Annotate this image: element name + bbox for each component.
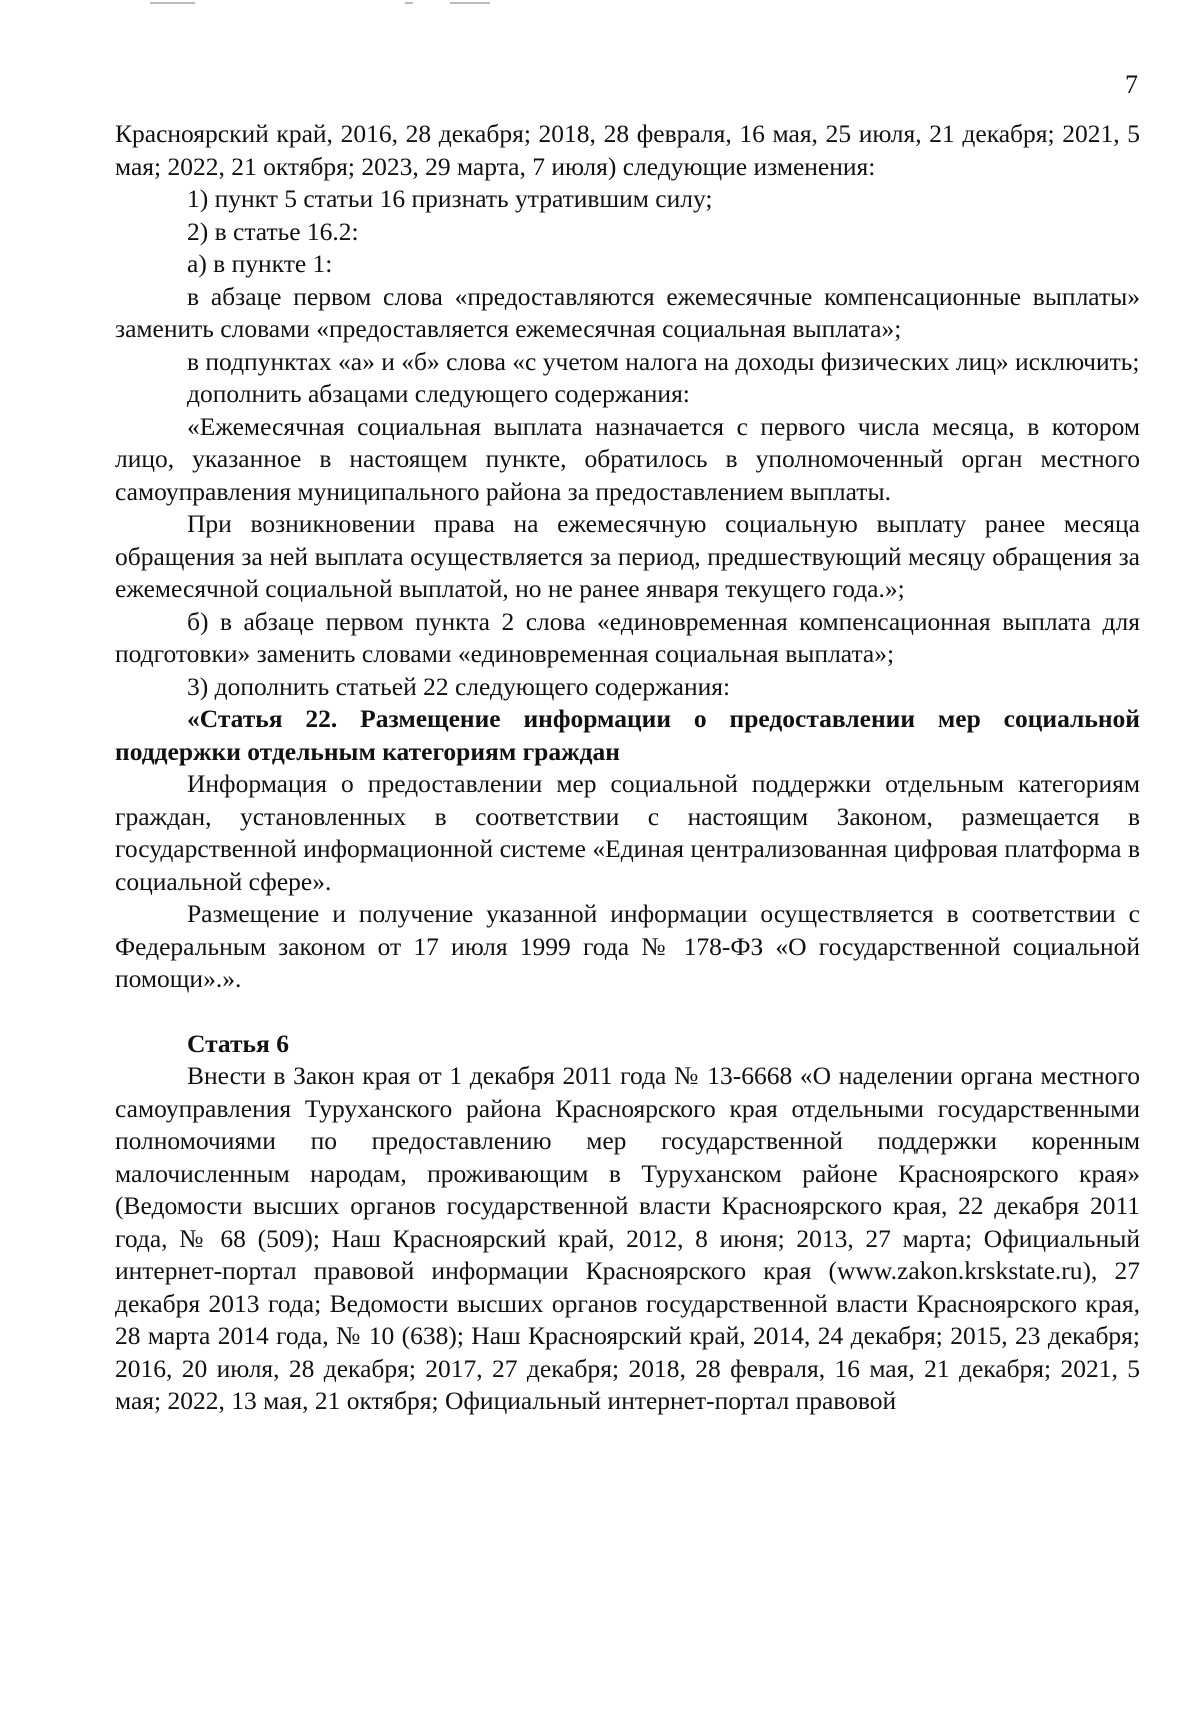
scan-artifacts — [150, 0, 550, 6]
body-paragraph: Красноярский край, 2016, 28 декабря; 2018, 28 февраля, 16 мая, 25 июля, 21 декабря; 2021, 5 мая; 2022, 21 октября; 2023, 29 марта, 7 июля) следующие изменения: — [115, 119, 1140, 181]
body-paragraph: Внести в Закон края от 1 декабря 2011 года № 13-6668 «О наделении органа местного самоуправления Туруханского района Красноярского края отдельными государственными полномочиями по предоставлению мер государственной поддержки коренным малочисленным народам, проживающим в Туруханском районе Красноярского края» (Ведомости высших органов государственной власти Красноярского края, 22 декабря 2011 года, № 68 (509); Наш Красноярский край, 2012, 8 июня; 2013, 27 марта; Официальный интернет-портал правовой информации Красноярского края (www.zakon.krskstate.ru), 27 декабря 2013 года; Ведомости высших органов государственной власти Красноярского края, 28 марта 2014 года, № 10 (638); Наш Красноярский край, 2014, 24 декабря; 2015, 23 декабря; 2016, 20 июля, 28 декабря; 2017, 27 декабря; 2018, 28 февраля, 16 мая, 21 декабря; 2021, 5 мая; 2022, 13 мая, 21 октября; Официальный интернет-портал правовой — [115, 1061, 1140, 1415]
body-paragraph: дополнить абзацами следующего содержания: — [187, 379, 690, 408]
body-paragraph: а) в пункте 1: — [187, 249, 333, 278]
document-body — [115, 118, 1140, 1418]
body-paragraph: 1) пункт 5 статьи 16 признать утратившим силу; — [187, 184, 713, 213]
body-paragraph: Размещение и получение указанной информации осуществляется в соответствии с Федеральным законом от 17 июля 1999 года № 178-ФЗ «О государственной социальной помощи».». — [115, 899, 1140, 993]
page-number: 7 — [1125, 70, 1138, 99]
body-paragraph: Информация о предоставлении мер социальной поддержки отдельным категориям граждан, установленных в соответствии с настоящим Законом, размещается в государственной информационной системе «Единая централизованная цифровая платформа в социальной сфере». — [115, 769, 1140, 896]
paragraph-spacer — [115, 996, 1140, 1028]
body-paragraph: При возникновении права на ежемесячную социальную выплату ранее месяца обращения за ней выплата осуществляется за период, предшествующий месяцу обращения за ежемесячной социальной выплатой, но не ранее января текущего года.»; — [115, 509, 1140, 603]
body-paragraph: «Ежемесячная социальная выплата назначается с первого числа месяца, в котором лицо, указанное в настоящем пункте, обратилось в уполномоченный орган местного самоуправления муниципального района за предоставлением выплаты. — [115, 411, 1140, 506]
body-paragraph: 2) в статье 16.2: — [187, 216, 359, 246]
body-paragraph: 3) дополнить статьей 22 следующего содержания: — [187, 671, 731, 701]
body-paragraph: в абзаце первом слова «предоставляются ежемесячные компенсационные выплаты» заменить словами «предоставляется ежемесячная социальная выплата»; — [115, 281, 1140, 343]
heading-paragraph: «Статья 22. Размещение информации о предоставлении мер социальной поддержки отдельным категориям граждан — [115, 704, 1140, 766]
heading-paragraph: Статья 6 — [187, 1028, 289, 1058]
body-paragraph: б) в абзаце первом пункта 2 слова «единовременная компенсационная выплата для подготовки» заменить словами «единовременная социальная выплата»; — [115, 606, 1140, 668]
body-paragraph: в подпунктах «а» и «б» слова «с учетом налога на доходы физических лиц» исключить; — [187, 346, 1140, 376]
